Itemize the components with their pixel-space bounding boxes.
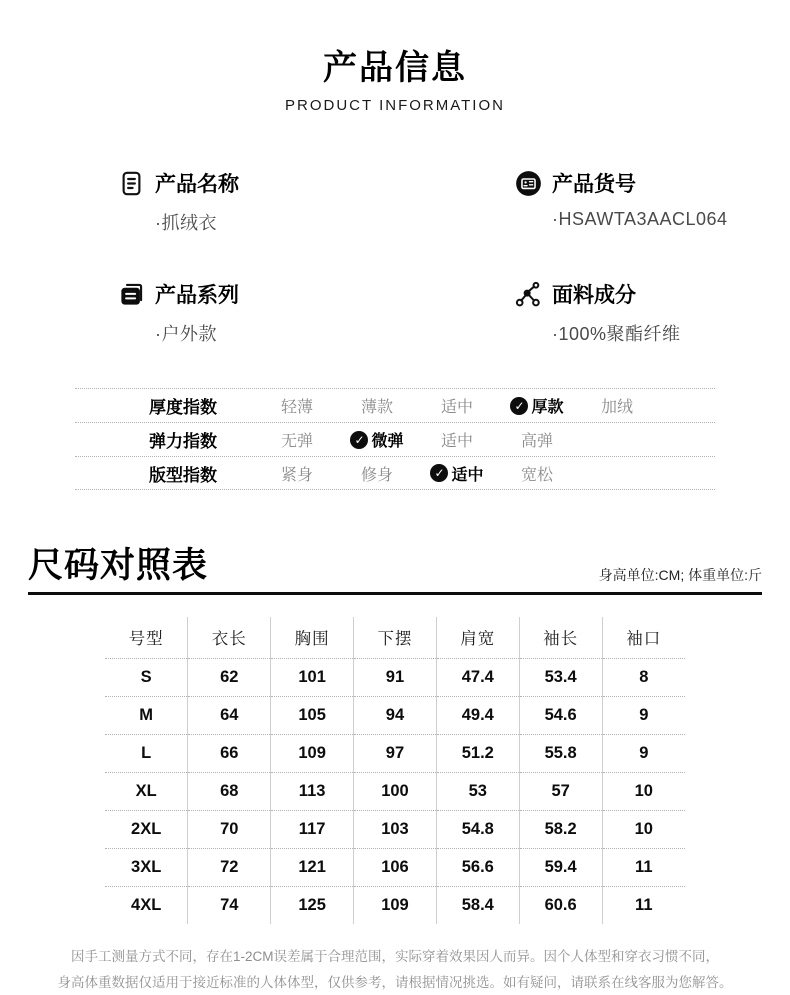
fit-options (257, 462, 577, 485)
size-cell: 64 (188, 696, 271, 734)
card-head (118, 168, 515, 198)
size-table-row (105, 810, 685, 848)
size-cell: 106 (354, 848, 437, 886)
option-label: 加绒 (600, 399, 633, 416)
index-option (497, 462, 577, 485)
size-cell: 97 (354, 734, 437, 772)
index-option-checked (337, 428, 417, 451)
index-option (257, 428, 337, 451)
size-col-header: 肩宽 (436, 617, 519, 658)
option-label: 紧身 (280, 466, 313, 484)
product-name-card (118, 168, 515, 235)
index-option-checked (497, 394, 577, 417)
size-cell: 117 (271, 810, 354, 848)
size-cell: 103 (354, 810, 437, 848)
size-table-row (105, 696, 685, 734)
thickness-options (257, 394, 657, 417)
size-cell: 56.6 (436, 848, 519, 886)
attribute-index-table (75, 388, 715, 490)
card-head (515, 168, 790, 198)
size-cell: 4XL (105, 886, 188, 924)
size-chart-unit-note: 身高单位:CM; 体重单位:斤 (598, 567, 762, 583)
size-cell: 109 (271, 734, 354, 772)
size-cell: 51.2 (436, 734, 519, 772)
size-cell: 54.6 (519, 696, 602, 734)
size-cell: 11 (635, 895, 653, 914)
card-head (118, 279, 515, 309)
option-label: 高弹 (520, 433, 553, 450)
page-title: 产品信息 (323, 49, 467, 87)
size-cell: 74 (188, 886, 271, 924)
stretch-index-label: 弹力指数 (149, 432, 217, 451)
option-label: 适中 (440, 399, 473, 416)
fit-index-label: 版型指数 (149, 465, 217, 485)
size-col-header: 衣长 (188, 617, 271, 658)
product-series-card (118, 279, 515, 346)
option-label: 宽松 (520, 466, 553, 484)
thickness-index-label: 厚度指数 (149, 398, 217, 417)
size-cell: 59.4 (519, 848, 602, 886)
size-col-header: 胸围 (271, 617, 354, 658)
size-cell: 55.8 (519, 734, 602, 772)
option-label: 无弹 (280, 433, 313, 450)
fit-index-row (75, 456, 715, 490)
book-icon (118, 281, 145, 308)
size-cell: 2XL (105, 810, 188, 848)
product-name-value: ·抓绒衣 (155, 213, 217, 233)
product-sku-card (515, 168, 790, 235)
index-option (577, 394, 657, 417)
disclaimer-line-2: 身高体重数据仅适用于接近标准的人体体型，仅供参考，请根据情况挑选。如有疑问，请联系在线客服为您解答。 (57, 974, 733, 990)
fabric-composition-label: 面料成分 (552, 284, 636, 307)
size-chart-table (105, 617, 685, 924)
product-name-label: 产品名称 (155, 173, 239, 196)
size-cell: 105 (271, 696, 354, 734)
size-cell: 109 (354, 886, 437, 924)
size-cell: 3XL (105, 848, 188, 886)
size-cell: 58.2 (519, 810, 602, 848)
size-cell: 9 (602, 734, 685, 772)
size-cell: 53.4 (519, 658, 602, 696)
index-option (337, 394, 417, 417)
size-cell: 47.4 (436, 658, 519, 696)
size-cell: M (105, 696, 188, 734)
option-label: 厚款 (531, 399, 564, 416)
index-option (417, 394, 497, 417)
index-option (337, 462, 417, 485)
size-cell: 91 (354, 658, 437, 696)
size-col-header: 袖口 (602, 617, 685, 658)
index-option-checked (417, 462, 497, 485)
size-cell: 72 (188, 848, 271, 886)
page-header (0, 0, 790, 114)
size-cell: 60.6 (519, 886, 602, 924)
size-chart-header (28, 538, 762, 595)
size-cell: 57 (519, 772, 602, 810)
size-col-header: 袖长 (519, 617, 602, 658)
check-icon: ✓ (430, 464, 448, 482)
size-cell: 58.4 (436, 886, 519, 924)
size-cell: 10 (602, 810, 685, 848)
size-table-row (105, 658, 685, 696)
product-info-grid (0, 168, 790, 346)
size-cell: 101 (271, 658, 354, 696)
stretch-index-row (75, 422, 715, 456)
document-lines-icon (118, 170, 145, 197)
size-cell: 68 (188, 772, 271, 810)
size-cell: 113 (271, 772, 354, 810)
option-label: 薄款 (360, 399, 393, 416)
option-label: 修身 (360, 466, 393, 484)
product-sku-value: ·HSAWTA3AACL064 (552, 209, 728, 229)
size-cell: 10 (602, 772, 685, 810)
fabric-composition-card (515, 279, 790, 346)
size-table-row (105, 772, 685, 810)
size-cell: L (105, 734, 188, 772)
index-option (257, 394, 337, 417)
size-table-header-row (105, 617, 685, 658)
size-cell: 62 (188, 658, 271, 696)
size-cell: 121 (271, 848, 354, 886)
stretch-options (257, 428, 577, 451)
size-cell: 9 (602, 696, 685, 734)
id-badge-icon (515, 170, 542, 197)
size-cell: 11 (602, 848, 685, 886)
index-option (417, 428, 497, 451)
index-option (257, 462, 337, 485)
check-icon: ✓ (510, 397, 528, 415)
index-option (497, 428, 577, 451)
size-col-header: 号型 (105, 617, 188, 658)
size-table-row (105, 734, 685, 772)
disclaimer-line-1: 因手工测量方式不同，存在1-2CM误差属于合理范围，实际穿着效果因人而异。因个人体型和穿衣习惯不同， (70, 949, 719, 964)
check-icon: ✓ (350, 431, 368, 449)
size-cell: 53 (436, 772, 519, 810)
size-cell: 94 (354, 696, 437, 734)
option-label: 轻薄 (280, 399, 313, 416)
fabric-composition-value: ·100%聚酯纤维 (552, 324, 681, 344)
molecule-icon (515, 281, 542, 308)
thickness-index-row (75, 388, 715, 422)
size-cell: 70 (188, 810, 271, 848)
size-cell: S (105, 658, 188, 696)
size-cell: 54.8 (436, 810, 519, 848)
product-series-label: 产品系列 (155, 284, 239, 307)
size-cell: XL (105, 772, 188, 810)
option-label: 微弹 (371, 433, 404, 450)
size-table-row (105, 848, 685, 886)
option-label: 适中 (440, 433, 473, 450)
size-cell: 66 (188, 734, 271, 772)
size-table-row (105, 886, 685, 924)
size-chart-title: 尺码对照表 (28, 546, 209, 585)
size-cell: 49.4 (436, 696, 519, 734)
measurement-disclaimer (0, 944, 790, 995)
size-cell: 8 (602, 658, 685, 696)
page-subtitle: PRODUCT INFORMATION (285, 97, 505, 114)
product-series-value: ·户外款 (155, 324, 217, 344)
option-label: 适中 (451, 466, 484, 484)
size-cell: 100 (354, 772, 437, 810)
card-head (515, 279, 790, 309)
product-sku-label: 产品货号 (552, 173, 636, 196)
size-cell: 125 (271, 886, 354, 924)
size-col-header: 下摆 (354, 617, 437, 658)
